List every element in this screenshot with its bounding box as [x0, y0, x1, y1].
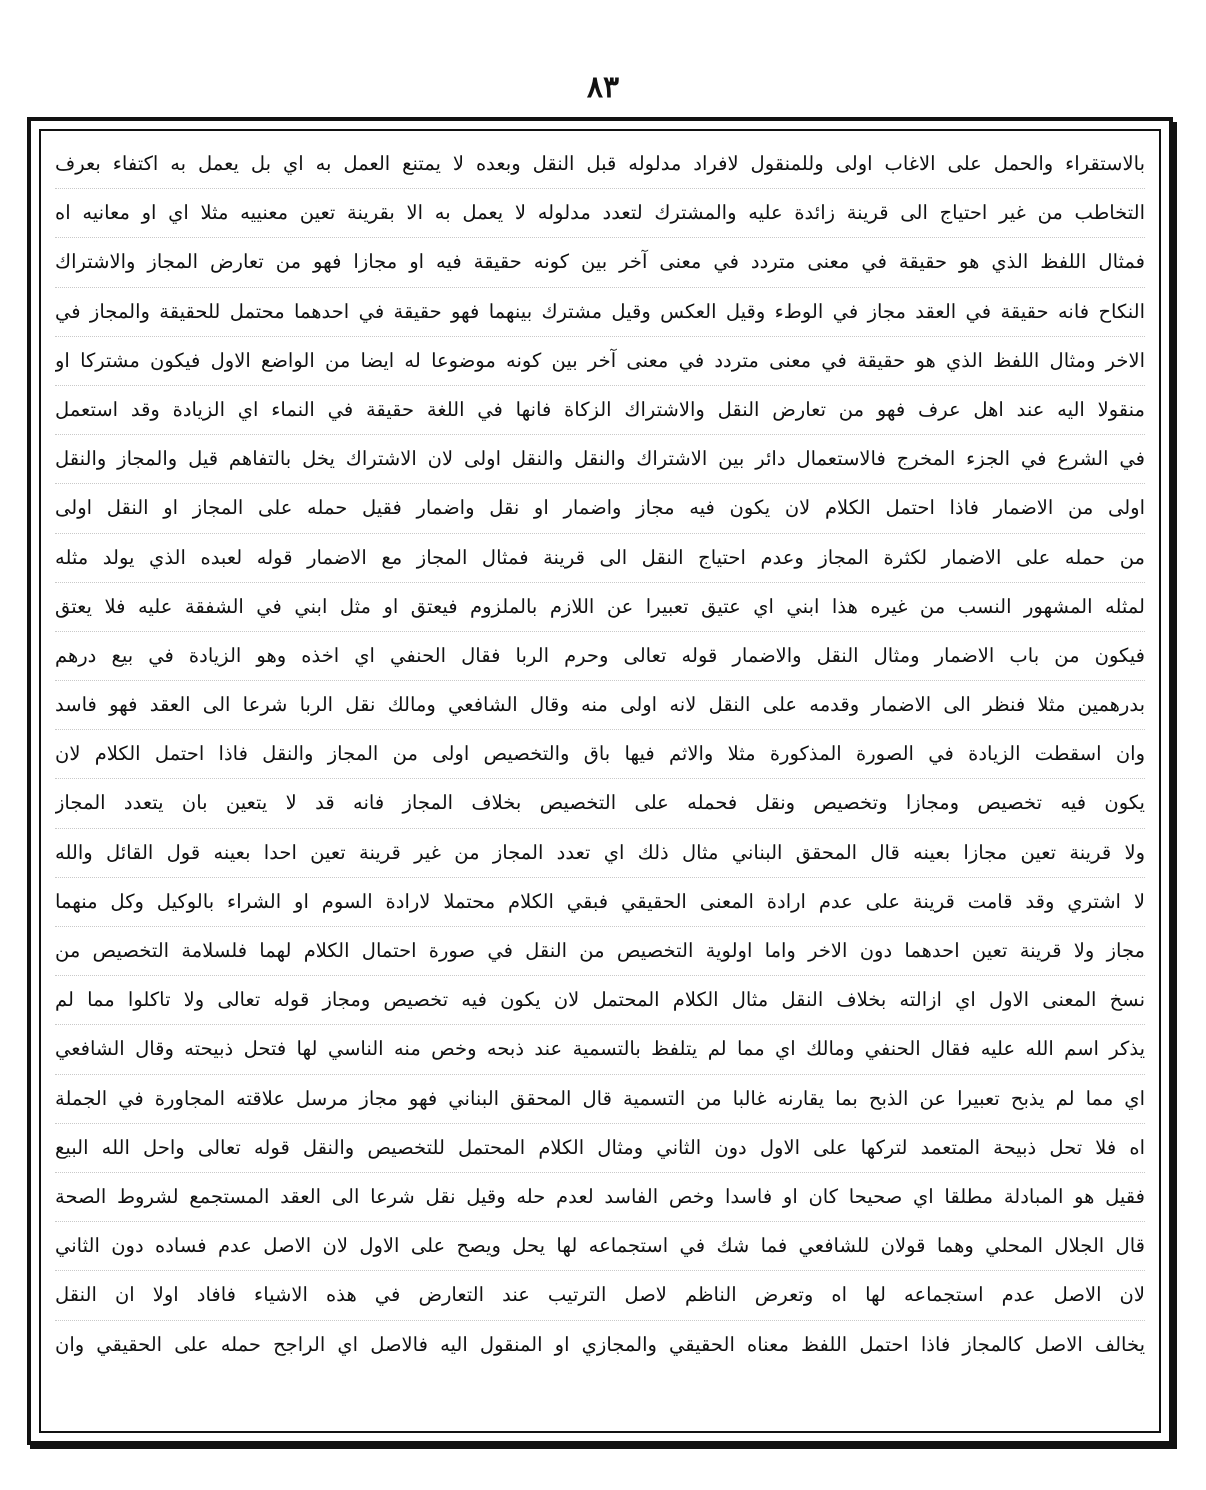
text-line: بالاستقراء والحمل على الاغاب اولى وللمنقول لافراد مدلوله قبل النقل وبعده لا يمتنع العمل به اي بل يعمل به اكتفاء بعرف	[55, 140, 1145, 189]
text-line: بدرهمين مثلا فنظر الى الاضمار وقدمه على النقل لانه اولى منه وقال الشافعي ومالك نقل الربا شرعا الى العقد فهو فاسد	[55, 681, 1145, 730]
text-line: يذكر اسم الله عليه فقال الحنفي ومالك اي مما لم يتلفظ بالتسمية عند ذبحه وخص منه الناسي لها فتحل ذبيحته وقال الشافعي	[55, 1025, 1145, 1074]
text-line: لا اشتري وقد قامت قرينة على عدم ارادة المعنى الحقيقي فبقي الكلام محتملا لارادة السوم او الشراء بالوكيل وكل منهما	[55, 878, 1145, 927]
border-shadow-bottom	[30, 1443, 1176, 1449]
text-line: قال الجلال المحلي وهما قولان للشافعي فما شك في استجماعه لها يحل ويصح على الاول لان الاصل عدم فساده دون الثاني	[55, 1222, 1145, 1271]
text-line: اي مما لم يذبح تعبيرا عن الذبح بما يقارنه غالبا من التسمية قال المحقق البناني فهو مجاز مرسل علاقته المجاورة في الجملة	[55, 1075, 1145, 1124]
text-line: اولى من الاضمار فاذا احتمل الكلام لان يكون فيه مجاز واضمار او نقل واضمار فقيل حمله على المجاز او النقل اولى	[55, 484, 1145, 533]
text-line: اه فلا تحل ذبيحة المتعمد لتركها على الاول دون الثاني ومثال الكلام المحتمل للتخصيص والنقل قوله تعالى واحل الله البيع	[55, 1124, 1145, 1173]
text-line: فقيل هو المبادلة مطلقا اي صحيحا كان او فاسدا وخص الفاسد لعدم حله وقيل نقل شرعا الى العقد المستجمع لشروط الصحة	[55, 1173, 1145, 1222]
text-line: نسخ المعنى الاول اي ازالته بخلاف النقل مثال الكلام المحتمل لان يكون فيه تخصيص ومجاز قوله تعالى ولا تاكلوا مما لم	[55, 976, 1145, 1025]
text-line: النكاح فانه حقيقة في العقد مجاز في الوطء وقيل العكس وقيل مشترك بينهما فهو حقيقة في احدهما محتمل للحقيقة والمجاز في	[55, 288, 1145, 337]
text-line: ولا قرينة تعين مجازا بعينه قال المحقق البناني مثال ذلك اي تعدد المجاز من غير قرينة تعين احدا بعينه قول القائل والله	[55, 829, 1145, 878]
text-line: يخالف الاصل كالمجاز فاذا احتمل اللفظ معناه الحقيقي والمجازي او المنقول اليه فالاصل اي الراجح حمله على الحقيقي وان	[55, 1332, 1145, 1356]
text-line: الاخر ومثال اللفظ الذي هو حقيقة في معنى متردد في معنى آخر بين كونه موضوعا له ايضا من الواضع الاول فيكون مشتركا او	[55, 337, 1145, 386]
body-text	[55, 140, 1145, 1430]
border-shadow-right	[1171, 122, 1177, 1449]
text-line: من حمله على الاضمار لكثرة المجاز وعدم احتياج النقل الى قرينة فمثال المجاز مع الاضمار قوله لعبده الذي يولد مثله	[55, 534, 1145, 583]
text-line: فيكون من باب الاضمار ومثال النقل والاضمار قوله تعالى وحرم الربا فقال الحنفي اي اخذه وهو الزيادة في بيع درهم	[55, 632, 1145, 681]
text-line: لمثله المشهور النسب من غيره هذا ابني اي عتيق تعبيرا عن اللازم بالملزوم فيعتق او مثل ابني في الشفقة عليه فلا يعتق	[55, 583, 1145, 632]
text-line: التخاطب من غير احتياج الى قرينة زائدة عليه والمشترك لتعدد مدلوله لا يعمل به الا بقرينة تعين معنييه مثلا اي او معانيه اه	[55, 189, 1145, 238]
text-line: في الشرع في الجزء المخرج فالاستعمال دائر بين الاشتراك والنقل والنقل اولى لان الاشتراك يخل بالتفاهم قيل والمجاز والنقل	[55, 435, 1145, 484]
text-line: منقولا اليه عند اهل عرف فهو من تعارض النقل والاشتراك الزكاة فانها في اللغة حقيقة في النماء اي الزيادة وقد استعمل	[55, 386, 1145, 435]
text-line: وان اسقطت الزيادة في الصورة المذكورة مثلا والاثم فيها باق والتخصيص اولى من المجاز والنقل فاذا احتمل الكلام لان	[55, 730, 1145, 779]
text-line: فمثال اللفظ الذي هو حقيقة في معنى متردد في معنى آخر بين كونه حقيقة فيه او مجازا فهو من تعارض المجاز والاشتراك	[55, 238, 1145, 287]
page-number: ٨٣	[586, 70, 620, 105]
text-line: لان الاصل عدم استجماعه لها اه وتعرض الناظم لاصل الترتيب عند التعارض في هذه الاشياء فافاد اولا ان النقل	[55, 1271, 1145, 1320]
text-line: يكون فيه تخصيص ومجازا وتخصيص ونقل فحمله على التخصيص بخلاف المجاز فانه قد لا يتعين بان يتعدد المجاز	[55, 779, 1145, 828]
text-line: مجاز ولا قرينة تعين احدهما دون الاخر واما اولوية التخصيص من النقل في صورة احتمال الكلام لهما فلسلامة التخصيص من	[55, 927, 1145, 976]
